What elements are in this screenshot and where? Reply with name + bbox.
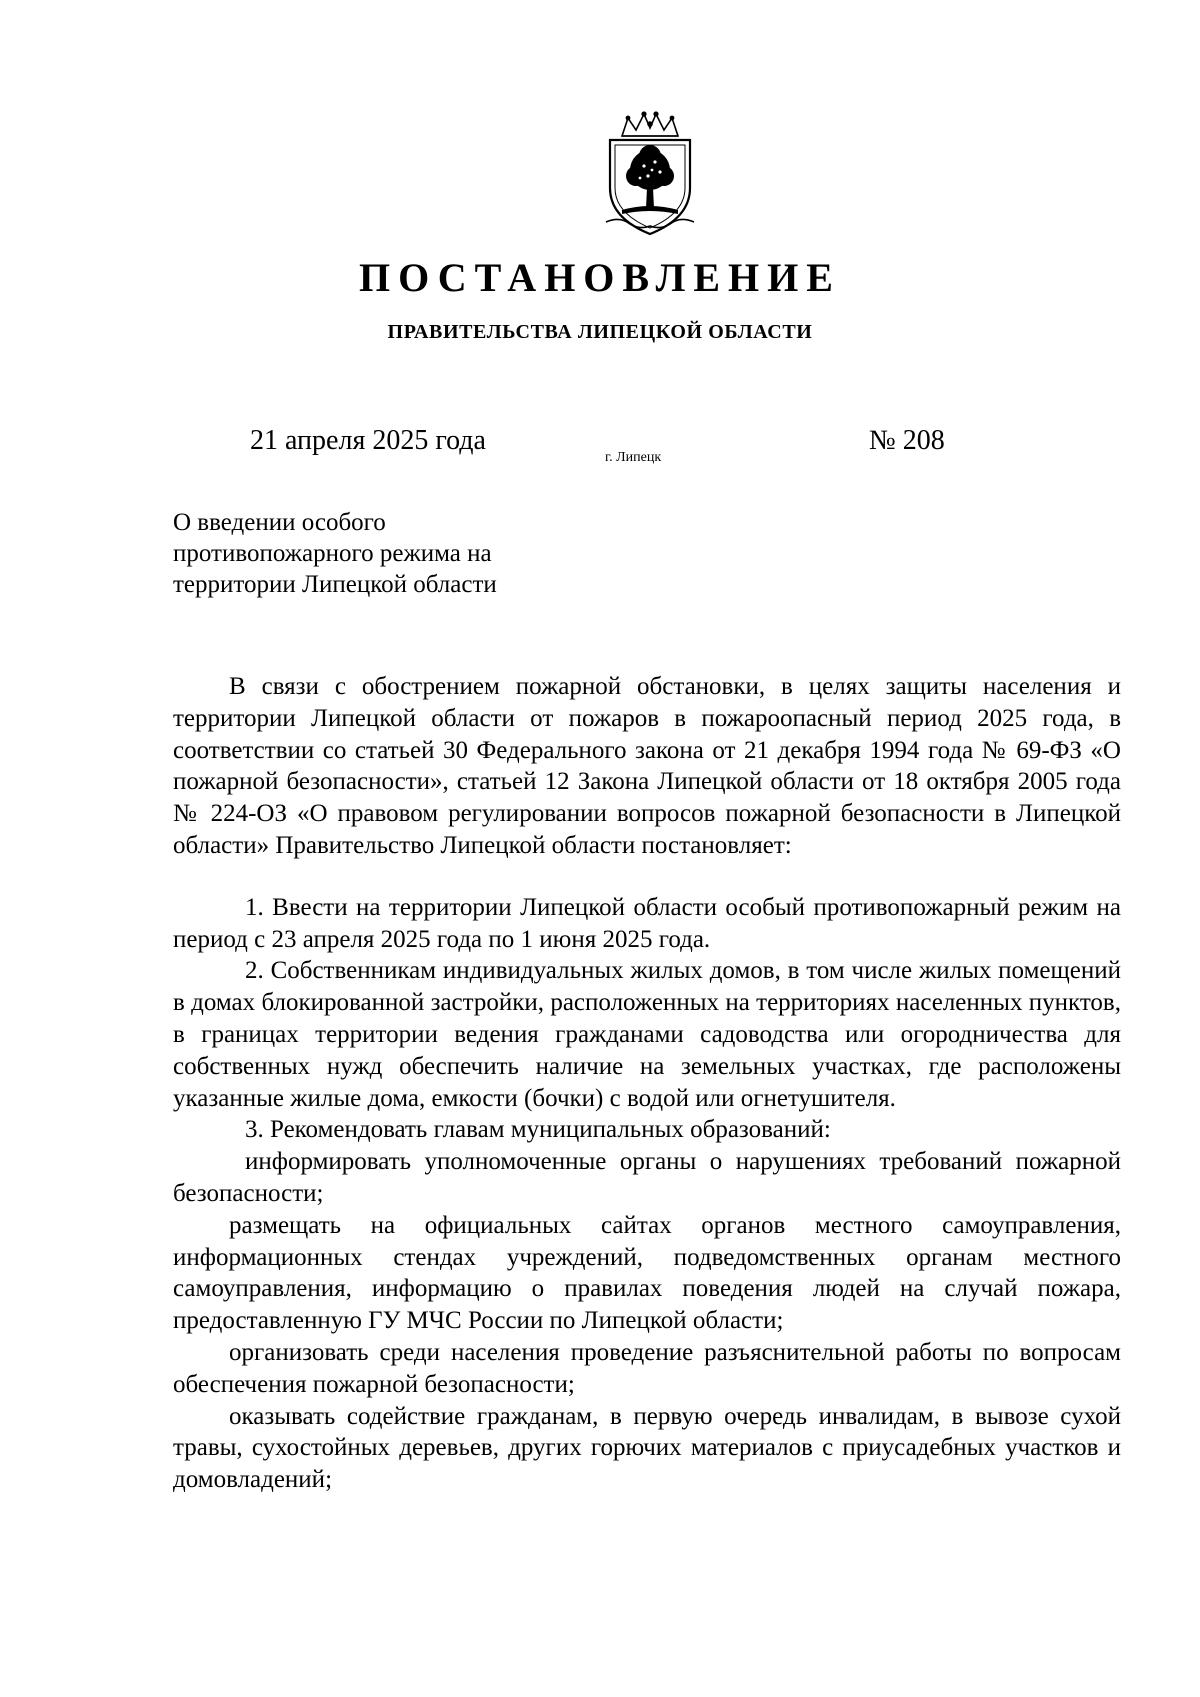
subject-line: О введении особого	[173, 509, 386, 536]
document-title: ПОСТАНОВЛЕНИЕ	[359, 255, 841, 300]
item-3-subitem: организовать среди населения проведение разъяснительной работы по вопросам обеспечения пожарной безопасности;	[173, 1338, 1121, 1398]
document-subject	[173, 507, 593, 600]
subject-line: противопожарного режима на	[173, 540, 492, 567]
item-3-subitem: информировать уполномоченные органы о нарушениях требований пожарной безопасности;	[173, 1148, 1121, 1207]
document-number: № 208	[869, 425, 945, 456]
item-3-subitem: оказывать содействие гражданам, в первую очередь инвалидам, в вывозе сухой травы, сухостойных деревьев, других горючих материалов с приусадебных участков и домовладений;	[173, 1402, 1121, 1494]
item-2-paragraph: 2. Собственникам индивидуальных жилых домов, в том числе жилых помещений в домах блокированной застройки, расположенных на территориях населенных пунктов, в границах территории ведения гражданами садоводства или огородничества для собственных нужд обеспечить наличие на земельных участках, где расположены указанные жилые дома, емкости (бочки) с водой или огнетушителя.	[173, 957, 1121, 1112]
item-3-paragraph: 3. Рекомендовать главам муниципальных образований:	[245, 1116, 831, 1144]
coat-of-arms-icon	[600, 110, 700, 240]
item-1-paragraph: 1. Ввести на территории Липецкой области особый противопожарный режим на период с 23 апреля 2025 года по 1 июня 2025 года.	[173, 893, 1121, 953]
document-date: 21 апреля 2025 года	[250, 425, 486, 456]
document-body	[173, 671, 1121, 1496]
document-city: г. Липецк	[605, 450, 662, 465]
preamble-paragraph: В связи с обострением пожарной обстановки, в целях защиты населения и территории Липецкой области от пожаров в пожароопасный период 2025 года, в соответствии со статьей 30 Федерального закона от 21 декабря 1994 года № 69-ФЗ «О пожарной безопасности», статьей 12 Закона Липецкой области от 18 октября 2005 года № 224-ОЗ «О правовом регулировании вопросов пожарной безопасности в Липецкой области» Правительство Липецкой области постановляет:	[173, 673, 1121, 859]
subject-line: территории Липецкой области	[173, 571, 497, 598]
issuing-authority: ПРАВИТЕЛЬСТВА ЛИПЕЦКОЙ ОБЛАСТИ	[387, 321, 813, 343]
item-3-subitem: размещать на официальных сайтах органов местного самоуправления, информационных стендах учреждений, подведомственных органам местного самоуправления, информацию о правилах поведения людей на случай пожара, предоставленную ГУ МЧС России по Липецкой области;	[173, 1211, 1121, 1335]
